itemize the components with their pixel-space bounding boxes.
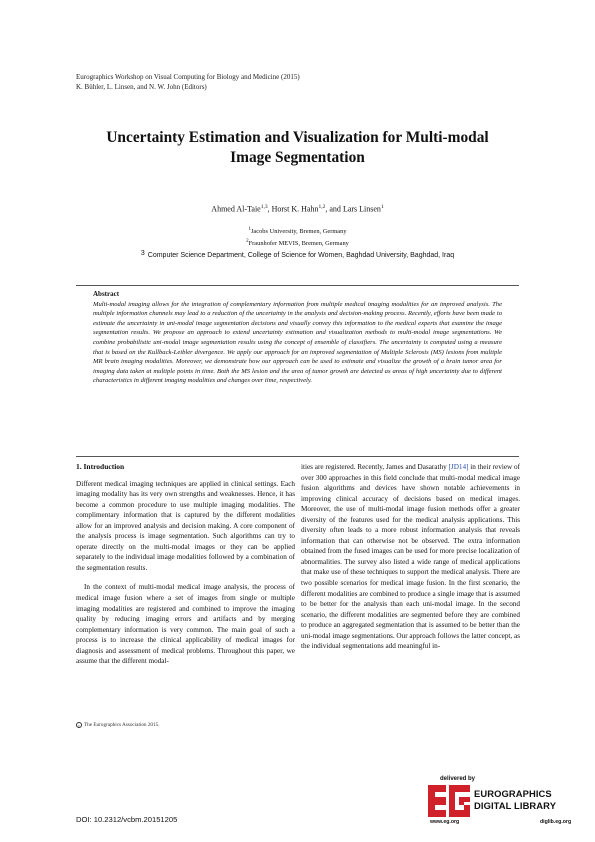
delivered-by-text: delivered by — [440, 776, 476, 782]
affiliation-3 — [0, 249, 595, 261]
eg-logo-icon — [428, 785, 470, 817]
copyright-notice — [76, 722, 160, 728]
author-separator: , — [267, 204, 272, 214]
copyright-text: The Eurographics Association 2015. — [84, 722, 160, 728]
affiliation-text: Computer Science Department, College of Science for Women, Baghdad University, Baghdad, Iraq — [147, 252, 455, 260]
eg-digital-library-logo[interactable] — [428, 776, 580, 826]
title-line-1: Uncertainty Estimation and Visualization for Multi-modal — [106, 129, 489, 146]
digital-library-text: DIGITAL LIBRARY — [474, 800, 557, 811]
body-paragraph — [301, 462, 520, 652]
author-name: Lars Linsen — [342, 204, 381, 214]
paragraph-text: in their review of over 300 approaches in this field conclude that multi-modal medical image fusion algorithms and devices have shown notable achievements in improving clinical accuracy of decisions based on medical images. Moreover, the use of multi-modal image fusion methods offer a greater diversity of the features used for the medical analysis applications. This diversity often leads to a more robust information analysis that reveals information that can otherwise not be observed. The extra information obtained from the fused images can be used for more precise localization of abnormalities. The survey also listed a wide range of medical applications that make use of these techniques to support the medical analysis. There are two possible scenarios for medical image fusion. In the first scenario, the different modalities are combined to produce a single image that is assumed to be better for the analysis than each uni-modal image. In the second scenario, the different modalities are segmented before they are combined to produce an aggregated segmentation that is assumed to be better than the uni-modal image segmentations. Our approach follows the latter concept, as the individual segmentations add meaningful in- — [301, 463, 521, 651]
affiliation-text: Fraunhofer MEVIS, Bremen, Germany — [248, 240, 349, 248]
abstract-rule-top — [76, 285, 519, 286]
eurographics-text: EUROGRAPHICS — [474, 788, 552, 799]
author-affil-sup: 1,3 — [260, 204, 268, 210]
affiliation-2 — [0, 237, 595, 249]
abstract-block — [93, 290, 502, 386]
author-separator: , and — [325, 204, 343, 214]
affiliation-list — [0, 225, 595, 261]
author-affil-sup: 1,2 — [318, 204, 326, 210]
title-line-2: Image Segmentation — [230, 149, 365, 166]
affiliation-sup: 2 — [246, 239, 249, 245]
abstract-text: Multi-modal imaging allows for the integration of complementary information from multiple medical imaging modalities for an improved analysis. The multiple information channels may lead to a reduction of the uncertainty in the analysis and decision-making process. Recently, efforts have been made to estimate the uncertainty in uni-modal image segmentation decisions and visually convey this information to the medical experts that examine the image segmentation results. We propose an approach to extend uncertainty estimation and visualization methods to multi-modal image segmentations. We combine probabilistic uni-modal image segmentation results using the concept of ensemble of classifiers. The uncertainty is computed using a measure that is based on the Kullback-Leibler divergence. We apply our approach for an improved segmentation of Multiple Sclerosis (MS) lesions from multiple MR brain imaging modalities. Moreover, we demonstrate how our approach can be used to estimate and visualize the growth of a brain tumor area for imaging data taken at multiple points in time. Both the MS lesion and the area of tumor growth are detected as areas of high uncertainty due to different characteristics in different imaging modalities and changes over time, respectively. — [93, 300, 502, 385]
author-name: Ahmed Al-Taie — [211, 204, 261, 214]
paper-title — [60, 128, 535, 168]
eg-url-text[interactable]: www.eg.org — [430, 819, 460, 825]
affiliation-1 — [0, 225, 595, 237]
body-paragraph: Different medical imaging techniques are applied in clinical settings. Each imaging modality has its very own strengths and weaknesses. Hence, it has become a common procedure to use multiple imaging modalities. The complimentary information that is captured by the different modalities allow for an improved analysis and decision making. A core component of the analysis process is image segmentation. Such algorithms can try to operate directly on the multi-modal images or they can be applied separately to the individual image modalities followed by a combination of the segmentation results. — [76, 479, 295, 572]
copyright-icon: c — [76, 722, 82, 728]
abstract-rule-bottom — [76, 456, 519, 457]
body-paragraph: In the context of multi-modal medical image analysis, the process of medical image fusion where a set of images from single or multiple imaging modalities are registered and combined to improve the imaging quality by reducing imaging errors and artifacts and by merging complementary information is very common. The main goal of such a process is to increase the clinical applicability of medical images for diagnosis and assessment of medical problems. Throughout this paper, we assume that the different modal- — [76, 583, 295, 666]
body-column-right — [301, 462, 520, 652]
affiliation-sup: 3 — [140, 250, 145, 258]
abstract-heading: Abstract — [93, 290, 120, 298]
citation-link[interactable]: [JD14] — [448, 463, 469, 471]
author-list — [0, 202, 595, 215]
doi-text: DOI: 10.2312/vcbm.20151205 — [76, 815, 178, 824]
affiliation-sup: 1 — [248, 227, 251, 232]
affiliation-text: Jacobs University, Bremen, Germany — [250, 228, 347, 236]
venue-header — [76, 72, 300, 92]
author-name: Horst K. Hahn — [271, 204, 319, 214]
author-affil-sup: 1 — [380, 204, 384, 210]
diglib-url-text[interactable]: diglib.eg.org — [540, 819, 572, 825]
venue-line-1: Eurographics Workshop on Visual Computing for Biology and Medicine (2015) — [76, 73, 300, 81]
paragraph-text: ities are registered. Recently, James and Dasarathy — [301, 463, 449, 471]
section-heading: 1. Introduction — [76, 462, 125, 471]
venue-line-2: K. Bühler, L. Linsen, and N. W. John (Editors) — [76, 83, 207, 91]
body-column-left — [76, 462, 295, 667]
